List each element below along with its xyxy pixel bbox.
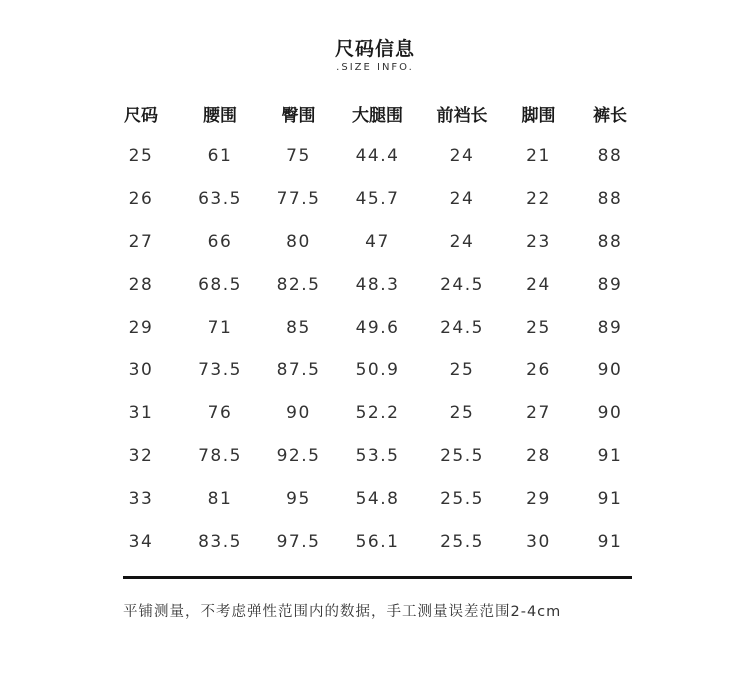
cell-length: 88 <box>597 231 623 252</box>
cell-leg-opening: 26 <box>526 360 551 381</box>
cell-leg-opening: 21 <box>526 146 551 167</box>
cell-length: 89 <box>597 317 623 338</box>
cell-front-rise: 24.5 <box>440 274 484 295</box>
cell-hip: 95 <box>286 488 311 509</box>
cell-leg-opening: 24 <box>526 274 551 295</box>
cell-hip: 87.5 <box>276 360 321 381</box>
cell-size: 32 <box>128 445 154 466</box>
cell-front-rise: 25.5 <box>440 488 484 509</box>
measurement-note: 平铺测量，不考虑弹性范围内的数据，手工测量误差范围2-4cm <box>123 604 562 620</box>
table-row <box>101 178 650 221</box>
cell-thigh: 53.5 <box>355 445 400 466</box>
cell-leg-opening: 22 <box>526 189 551 210</box>
cell-front-rise: 24 <box>449 189 475 210</box>
table-row <box>101 477 650 520</box>
cell-thigh: 54.8 <box>355 488 400 509</box>
cell-length: 90 <box>597 360 623 381</box>
cell-thigh: 50.9 <box>355 360 400 381</box>
cell-length: 91 <box>597 531 623 552</box>
table-row <box>101 135 650 178</box>
cell-length: 91 <box>597 445 623 466</box>
cell-waist: 71 <box>207 317 233 338</box>
page-subtitle: .SIZE INFO. <box>336 62 414 73</box>
header-leg-opening: 脚围 <box>521 106 556 126</box>
cell-thigh: 49.6 <box>355 317 400 338</box>
cell-waist: 63.5 <box>198 189 242 210</box>
cell-hip: 97.5 <box>276 531 321 552</box>
cell-waist: 78.5 <box>198 445 242 466</box>
table-row <box>101 263 650 306</box>
cell-leg-opening: 23 <box>526 231 551 252</box>
header-front-rise: 前裆长 <box>436 106 488 126</box>
cell-leg-opening: 27 <box>526 403 551 424</box>
cell-hip: 80 <box>286 231 311 252</box>
cell-thigh: 44.4 <box>355 146 400 167</box>
cell-waist: 61 <box>207 146 233 167</box>
table-row <box>101 520 650 563</box>
cell-size: 28 <box>128 274 154 295</box>
cell-waist: 66 <box>207 231 233 252</box>
cell-thigh: 48.3 <box>355 274 400 295</box>
cell-leg-opening: 28 <box>526 445 551 466</box>
cell-front-rise: 24 <box>449 146 475 167</box>
cell-leg-opening: 29 <box>526 488 551 509</box>
cell-front-rise: 25.5 <box>440 445 484 466</box>
cell-size: 27 <box>128 231 154 252</box>
cell-size: 29 <box>128 317 154 338</box>
cell-hip: 77.5 <box>276 189 321 210</box>
cell-size: 26 <box>128 189 154 210</box>
header-size: 尺码 <box>124 106 158 126</box>
cell-front-rise: 25 <box>449 360 475 381</box>
cell-hip: 85 <box>286 317 311 338</box>
header-waist: 腰围 <box>203 106 237 126</box>
cell-hip: 92.5 <box>276 445 321 466</box>
header-hip: 臀围 <box>281 106 316 126</box>
cell-size: 33 <box>128 488 154 509</box>
cell-thigh: 52.2 <box>355 403 400 424</box>
cell-length: 91 <box>597 488 623 509</box>
cell-size: 30 <box>128 360 154 381</box>
cell-waist: 81 <box>207 488 233 509</box>
table-row <box>101 221 650 264</box>
cell-waist: 73.5 <box>198 360 242 381</box>
table-header-row <box>101 92 650 135</box>
cell-front-rise: 24.5 <box>440 317 484 338</box>
header-thigh: 大腿围 <box>352 106 403 126</box>
table-row <box>101 349 650 392</box>
cell-waist: 83.5 <box>198 531 242 552</box>
table-row <box>101 306 650 349</box>
cell-front-rise: 24 <box>449 231 475 252</box>
cell-length: 89 <box>597 274 623 295</box>
cell-thigh: 56.1 <box>355 531 400 552</box>
cell-hip: 75 <box>286 146 311 167</box>
cell-length: 88 <box>597 146 623 167</box>
cell-length: 90 <box>597 403 623 424</box>
cell-size: 25 <box>128 146 154 167</box>
cell-length: 88 <box>597 189 623 210</box>
cell-size: 31 <box>128 403 154 424</box>
cell-leg-opening: 30 <box>526 531 551 552</box>
divider <box>123 576 632 579</box>
header-length: 裤长 <box>593 106 627 126</box>
cell-front-rise: 25 <box>449 403 475 424</box>
cell-hip: 90 <box>286 403 311 424</box>
cell-waist: 76 <box>207 403 233 424</box>
cell-hip: 82.5 <box>276 274 321 295</box>
cell-front-rise: 25.5 <box>440 531 484 552</box>
table-row <box>101 435 650 478</box>
cell-leg-opening: 25 <box>526 317 551 338</box>
cell-size: 34 <box>128 531 154 552</box>
size-table <box>101 92 650 563</box>
cell-waist: 68.5 <box>198 274 242 295</box>
cell-thigh: 47 <box>365 231 390 252</box>
table-row <box>101 392 650 435</box>
page-title: 尺码信息 <box>334 38 415 60</box>
cell-thigh: 45.7 <box>355 189 400 210</box>
